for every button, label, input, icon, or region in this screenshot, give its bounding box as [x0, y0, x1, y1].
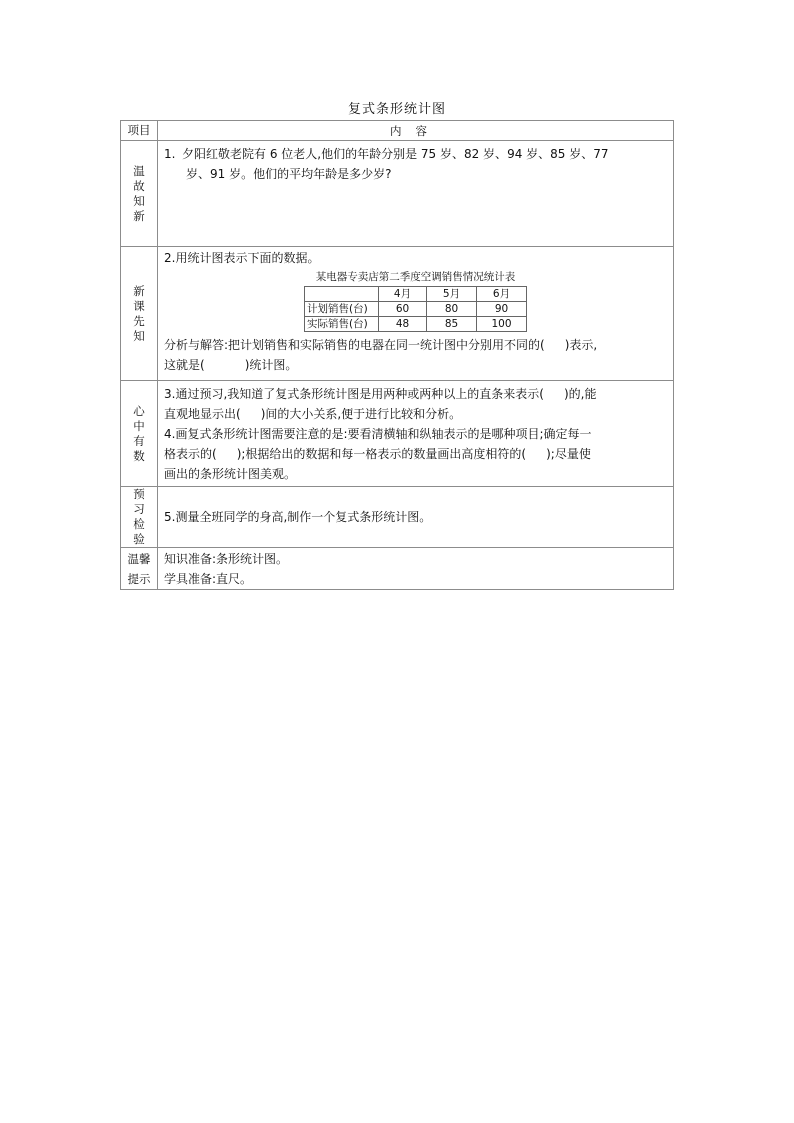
question-2: 2.用统计图表示下面的数据。	[164, 251, 320, 265]
review-row	[121, 141, 674, 247]
sales-table	[304, 286, 527, 332]
question-4-text-b: 格表示的(	[164, 447, 217, 461]
sales-table-row-label: 计划销售(台)	[305, 302, 379, 317]
question-4-line1: 4.画复式条形统计图需要注意的是:要看清横轴和纵轴表示的是哪种项目;确定每一	[164, 427, 592, 441]
question-3-text-d: )间的大小关系,便于进行比较和分析。	[260, 407, 462, 421]
sales-table-corner	[305, 287, 379, 302]
question-3-line1	[164, 384, 667, 404]
new-lesson-label: 新课先知	[133, 283, 145, 343]
question-1-line1: 夕阳红敬老院有 6 位老人,他们的年龄分别是 75 岁、82 岁、94 岁、85 岁、77	[182, 147, 609, 161]
question-3-text-b: )的,能	[563, 387, 597, 401]
sales-table-cell: 85	[427, 317, 477, 332]
question-3-text-a: 3.通过预习,我知道了复式条形统计图是用两种或两种以上的直条来表示(	[164, 387, 544, 401]
header-row	[121, 121, 674, 141]
review-label: 温故知新	[133, 163, 145, 223]
new-lesson-row	[121, 247, 674, 381]
check-row	[121, 487, 674, 548]
sales-table-cell: 60	[379, 302, 427, 317]
question-5: 5.测量全班同学的身高,制作一个复式条形统计图。	[164, 510, 432, 524]
question-3-text-c: 直观地显示出(	[164, 407, 241, 421]
tips-label: 温馨提示	[127, 551, 151, 586]
check-label: 预习检验	[133, 487, 145, 546]
sales-table-row-actual	[305, 317, 527, 332]
question-1-line2: 岁、91 岁。他们的平均年龄是多少岁?	[186, 167, 392, 181]
header-content: 内容	[158, 121, 674, 141]
sales-table-col-may: 5月	[427, 287, 477, 302]
question-4-text-c: );根据给出的数据和每一格表示的数量画出高度相符的(	[236, 447, 527, 461]
document-title: 复式条形统计图	[347, 102, 446, 117]
analysis-line-2	[164, 355, 667, 375]
tips-label-cell	[121, 548, 158, 590]
mind-content	[158, 381, 674, 487]
analysis-line-1	[164, 335, 667, 355]
sales-table-col-april: 4月	[379, 287, 427, 302]
preview-worksheet-table	[120, 120, 674, 590]
question-4-line2	[164, 444, 667, 464]
analysis-text-b: )表示,	[564, 338, 598, 352]
sales-table-cell: 80	[427, 302, 477, 317]
mind-label-cell	[121, 381, 158, 487]
mind-label: 心中有数	[133, 403, 145, 463]
question-1-number: 1.	[164, 147, 176, 161]
check-content	[158, 487, 674, 548]
tips-line-2: 学具准备:直尺。	[164, 572, 253, 586]
question-4-line3: 画出的条形统计图美观。	[164, 467, 297, 481]
review-content	[158, 141, 674, 247]
tips-content	[158, 548, 674, 590]
new-lesson-label-cell	[121, 247, 158, 381]
review-label-cell	[121, 141, 158, 247]
header-item: 项目	[121, 121, 158, 141]
sales-table-cell: 100	[477, 317, 527, 332]
new-lesson-content	[158, 247, 674, 381]
sales-table-cell: 90	[477, 302, 527, 317]
tips-line-1: 知识准备:条形统计图。	[164, 552, 289, 566]
check-label-cell	[121, 487, 158, 548]
sales-table-header-row	[305, 287, 527, 302]
sales-table-col-june: 6月	[477, 287, 527, 302]
question-1	[164, 144, 667, 164]
question-4-text-d: );尽量使	[546, 447, 591, 461]
question-3-line2	[164, 404, 667, 424]
analysis-text-d: )统计图。	[244, 358, 298, 372]
analysis-text-a: 分析与解答:把计划销售和实际销售的电器在同一统计图中分别用不同的(	[164, 338, 545, 352]
mind-row	[121, 381, 674, 487]
sales-table-cell: 48	[379, 317, 427, 332]
analysis-text-c: 这就是(	[164, 358, 205, 372]
sales-table-row-planned	[305, 302, 527, 317]
sales-table-title: 某电器专卖店第二季度空调销售情况统计表	[315, 271, 516, 283]
sales-table-row-label: 实际销售(台)	[305, 317, 379, 332]
tips-row	[121, 548, 674, 590]
